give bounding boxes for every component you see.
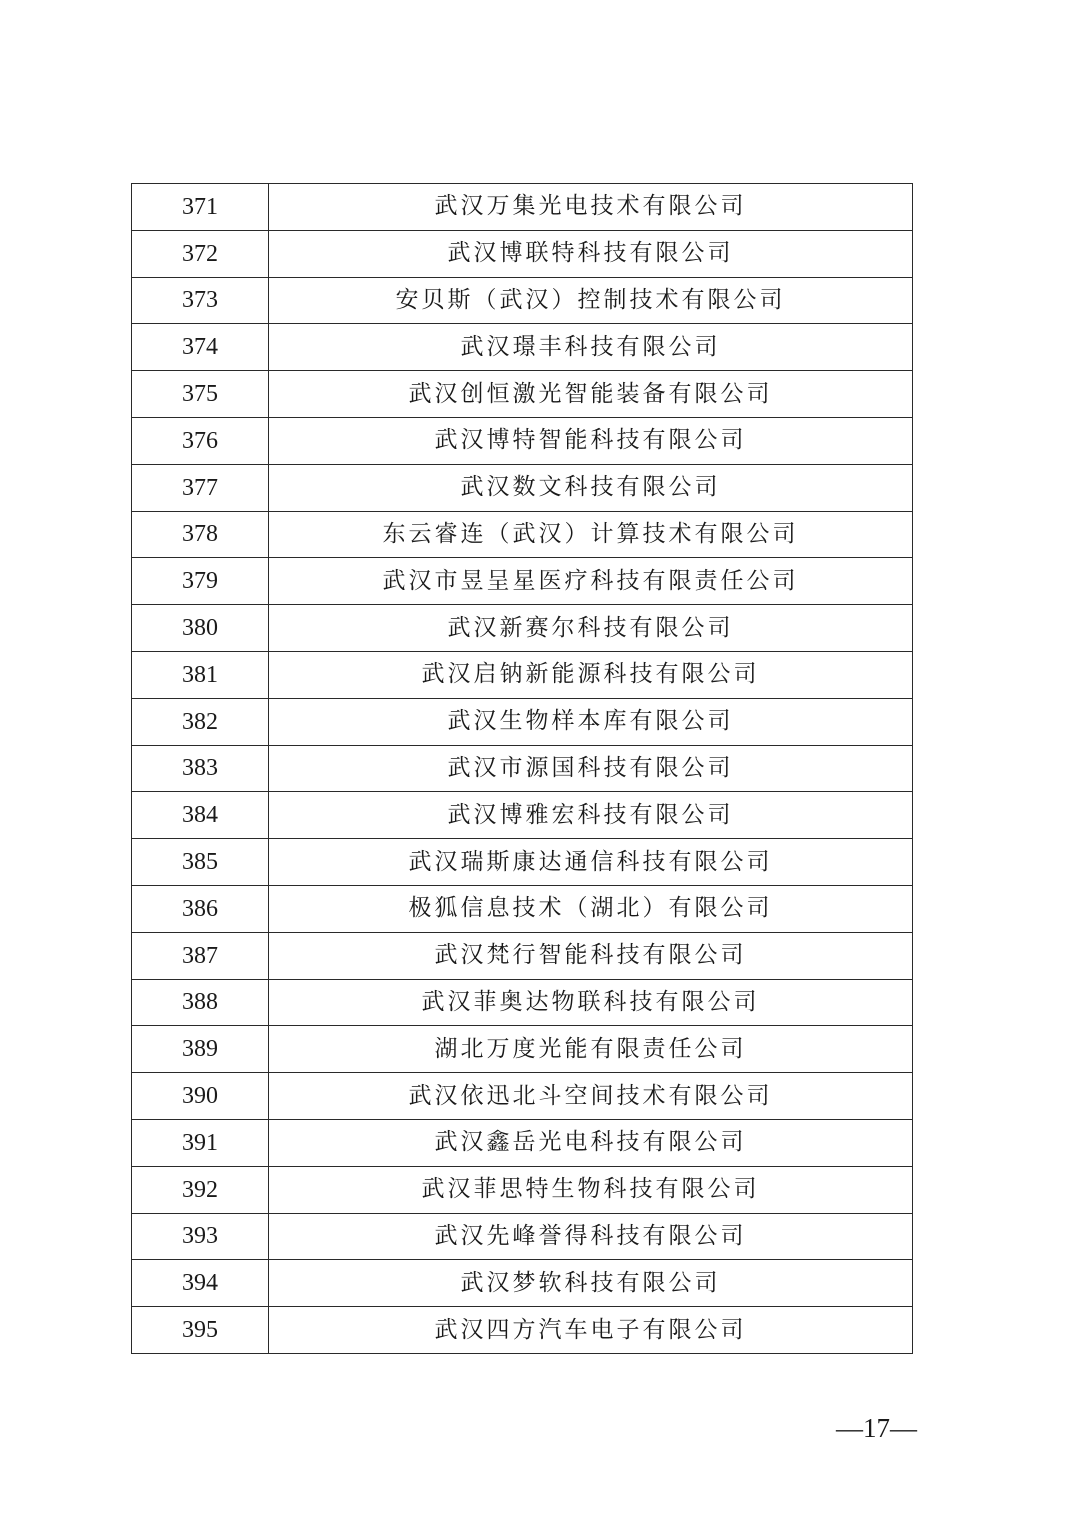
company-name: 武汉万集光电技术有限公司 bbox=[269, 184, 913, 231]
company-name: 武汉梵行智能科技有限公司 bbox=[269, 932, 913, 979]
table-body bbox=[132, 184, 913, 1354]
row-number: 382 bbox=[132, 698, 269, 745]
company-name: 武汉菲奥达物联科技有限公司 bbox=[269, 979, 913, 1026]
table-row bbox=[132, 839, 913, 886]
row-number: 385 bbox=[132, 839, 269, 886]
row-number: 374 bbox=[132, 324, 269, 371]
table-row bbox=[132, 1119, 913, 1166]
company-name: 武汉生物样本库有限公司 bbox=[269, 698, 913, 745]
table-row bbox=[132, 277, 913, 324]
row-number: 376 bbox=[132, 417, 269, 464]
row-number: 375 bbox=[132, 371, 269, 418]
row-number: 379 bbox=[132, 558, 269, 605]
row-number: 377 bbox=[132, 464, 269, 511]
table-row bbox=[132, 230, 913, 277]
table-row bbox=[132, 698, 913, 745]
row-number: 381 bbox=[132, 651, 269, 698]
company-name: 武汉新赛尔科技有限公司 bbox=[269, 605, 913, 652]
row-number: 372 bbox=[132, 230, 269, 277]
table-row bbox=[132, 324, 913, 371]
company-name: 武汉博雅宏科技有限公司 bbox=[269, 792, 913, 839]
table-row bbox=[132, 885, 913, 932]
company-name: 东云睿连（武汉）计算技术有限公司 bbox=[269, 511, 913, 558]
table-row bbox=[132, 464, 913, 511]
row-number: 373 bbox=[132, 277, 269, 324]
row-number: 394 bbox=[132, 1260, 269, 1307]
table-row bbox=[132, 184, 913, 231]
table-row bbox=[132, 558, 913, 605]
row-number: 378 bbox=[132, 511, 269, 558]
row-number: 380 bbox=[132, 605, 269, 652]
row-number: 395 bbox=[132, 1307, 269, 1354]
table-row bbox=[132, 932, 913, 979]
company-name: 极狐信息技术（湖北）有限公司 bbox=[269, 885, 913, 932]
company-name: 湖北万度光能有限责任公司 bbox=[269, 1026, 913, 1073]
table-row bbox=[132, 979, 913, 1026]
row-number: 391 bbox=[132, 1119, 269, 1166]
company-name: 武汉四方汽车电子有限公司 bbox=[269, 1307, 913, 1354]
table-row bbox=[132, 745, 913, 792]
row-number: 388 bbox=[132, 979, 269, 1026]
table-row bbox=[132, 792, 913, 839]
row-number: 392 bbox=[132, 1166, 269, 1213]
company-name: 武汉鑫岳光电科技有限公司 bbox=[269, 1119, 913, 1166]
company-list-table bbox=[131, 183, 913, 1354]
company-name: 武汉博联特科技有限公司 bbox=[269, 230, 913, 277]
row-number: 389 bbox=[132, 1026, 269, 1073]
row-number: 387 bbox=[132, 932, 269, 979]
row-number: 371 bbox=[132, 184, 269, 231]
company-name: 武汉启钠新能源科技有限公司 bbox=[269, 651, 913, 698]
company-name: 武汉创恒激光智能装备有限公司 bbox=[269, 371, 913, 418]
company-name: 安贝斯（武汉）控制技术有限公司 bbox=[269, 277, 913, 324]
row-number: 383 bbox=[132, 745, 269, 792]
company-name: 武汉市昱呈星医疗科技有限责任公司 bbox=[269, 558, 913, 605]
row-number: 386 bbox=[132, 885, 269, 932]
company-name: 武汉市源国科技有限公司 bbox=[269, 745, 913, 792]
table-row bbox=[132, 511, 913, 558]
company-name: 武汉璟丰科技有限公司 bbox=[269, 324, 913, 371]
table-row bbox=[132, 1260, 913, 1307]
page-number: —17— bbox=[836, 1413, 917, 1443]
table-row bbox=[132, 651, 913, 698]
table-row bbox=[132, 1307, 913, 1354]
company-name: 武汉博特智能科技有限公司 bbox=[269, 417, 913, 464]
company-name: 武汉先峰誉得科技有限公司 bbox=[269, 1213, 913, 1260]
row-number: 393 bbox=[132, 1213, 269, 1260]
row-number: 390 bbox=[132, 1073, 269, 1120]
table-row bbox=[132, 605, 913, 652]
company-name: 武汉梦软科技有限公司 bbox=[269, 1260, 913, 1307]
table-row bbox=[132, 417, 913, 464]
table-row bbox=[132, 1166, 913, 1213]
company-name: 武汉菲思特生物科技有限公司 bbox=[269, 1166, 913, 1213]
table-row bbox=[132, 1213, 913, 1260]
table-row bbox=[132, 1026, 913, 1073]
table-row bbox=[132, 1073, 913, 1120]
company-name: 武汉依迅北斗空间技术有限公司 bbox=[269, 1073, 913, 1120]
row-number: 384 bbox=[132, 792, 269, 839]
table-row bbox=[132, 371, 913, 418]
company-name: 武汉瑞斯康达通信科技有限公司 bbox=[269, 839, 913, 886]
company-name: 武汉数文科技有限公司 bbox=[269, 464, 913, 511]
